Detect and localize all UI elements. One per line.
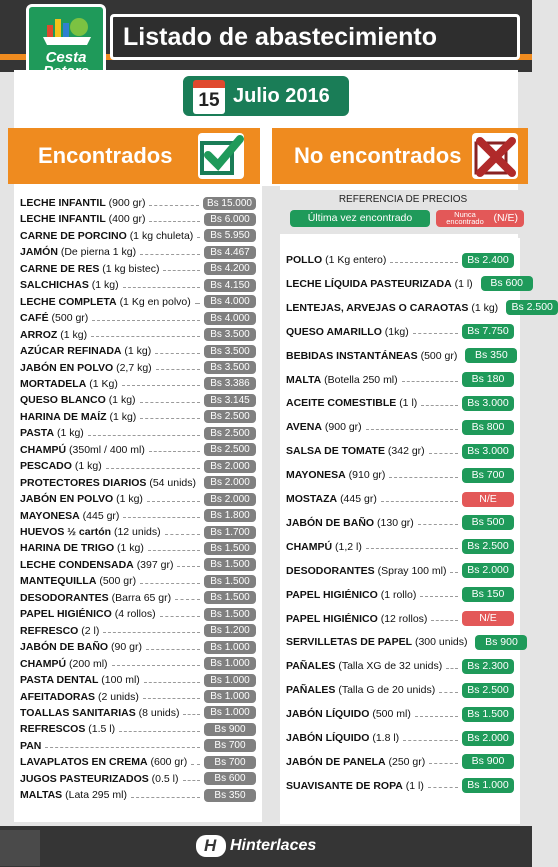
leader-dash bbox=[146, 649, 200, 650]
item-name: CHAMPÚ (350ml / 400 ml) bbox=[20, 443, 145, 456]
item-name: PAPEL HIGIÉNICO (12 rollos) bbox=[286, 612, 428, 625]
item-name: MOSTAZA (445 gr) bbox=[286, 493, 377, 505]
price-badge: Bs 900 bbox=[475, 635, 527, 650]
list-item bbox=[14, 475, 262, 491]
price-badge: Bs 1.800 bbox=[204, 509, 256, 522]
leader-dash bbox=[103, 632, 200, 633]
list-item bbox=[280, 465, 520, 485]
legend-never-found: Nunca encontrado (N/E) bbox=[436, 210, 524, 227]
date-badge bbox=[181, 74, 351, 118]
hinterlaces-logo-icon bbox=[196, 835, 226, 857]
leader-dash bbox=[429, 763, 458, 764]
price-badge: Bs 3.386 bbox=[204, 377, 256, 390]
price-badge: Bs 1.500 bbox=[204, 591, 256, 604]
leader-dash bbox=[149, 451, 200, 452]
price-badge: Bs 500 bbox=[462, 515, 514, 530]
price-badge: Bs 2.000 bbox=[204, 460, 256, 473]
price-badge: Bs 15.000 bbox=[203, 197, 256, 210]
reference-title: REFERENCIA DE PRECIOS bbox=[338, 194, 468, 205]
price-badge: Bs 3.500 bbox=[204, 361, 256, 374]
leader-dash bbox=[45, 747, 200, 748]
column-gap bbox=[262, 186, 280, 822]
leader-dash bbox=[88, 435, 200, 436]
item-name: MALTA (Botella 250 ml) bbox=[286, 373, 398, 386]
list-item bbox=[280, 393, 520, 413]
price-badge: Bs 2.500 bbox=[204, 410, 256, 423]
list-item bbox=[14, 508, 262, 524]
price-badge: Bs 1.000 bbox=[204, 706, 256, 719]
price-badge: Bs 1.500 bbox=[204, 608, 256, 621]
item-name: SALSA DE TOMATE (342 gr) bbox=[286, 445, 425, 458]
leader-dash bbox=[140, 402, 200, 403]
list-item bbox=[14, 409, 262, 425]
item-name: LECHE INFANTIL (900 gr) bbox=[20, 197, 146, 209]
price-badge: Bs 600 bbox=[481, 276, 533, 291]
price-badge: Bs 350 bbox=[465, 348, 517, 363]
leader-dash bbox=[402, 381, 458, 382]
leader-dash bbox=[403, 740, 458, 741]
leader-dash bbox=[197, 237, 200, 238]
item-name: JABÓN DE PANELA (250 gr) bbox=[286, 755, 426, 768]
item-name: JABÓN LÍQUIDO (500 ml) bbox=[286, 708, 411, 721]
item-name: AFEITADORAS (2 unids) bbox=[20, 690, 139, 703]
list-item bbox=[14, 442, 262, 458]
item-name: PAÑALES (Talla G de 20 unids) bbox=[286, 684, 436, 697]
leader-dash bbox=[389, 477, 458, 478]
item-name: CARNE DE RES (1 kg bistec) bbox=[20, 262, 160, 275]
list-item bbox=[280, 441, 520, 461]
item-name: QUESO AMARILLO (1kg) bbox=[286, 325, 409, 338]
price-badge: Bs 4.000 bbox=[204, 312, 256, 325]
item-name: DESODORANTES (Barra 65 gr) bbox=[20, 591, 172, 604]
item-name: LECHE INFANTIL (400 gr) bbox=[20, 213, 146, 226]
price-badge: Bs 1.500 bbox=[462, 707, 514, 722]
item-name: REFRESCO (2 l) bbox=[20, 624, 100, 637]
list-item bbox=[280, 776, 520, 796]
price-badge: Bs 3.000 bbox=[462, 396, 514, 411]
footer-brand: HHinterlaces bbox=[196, 832, 316, 860]
list-item bbox=[14, 261, 262, 277]
leader-dash bbox=[91, 336, 200, 337]
item-name: PROTECTORES DIARIOS (54 unids) bbox=[20, 476, 197, 489]
list-item bbox=[14, 606, 262, 622]
leader-dash bbox=[143, 698, 200, 699]
leader-dash bbox=[381, 501, 458, 502]
item-name: TOALLAS SANITARIAS (8 unids) bbox=[20, 706, 180, 719]
list-item bbox=[280, 346, 520, 366]
list-item bbox=[14, 277, 262, 293]
list-item bbox=[280, 656, 520, 676]
item-name: MAYONESA (910 gr) bbox=[286, 469, 386, 482]
list-item bbox=[14, 573, 262, 589]
price-badge: Bs 1.000 bbox=[204, 674, 256, 687]
list-item bbox=[280, 609, 520, 629]
item-name: POLLO (1 Kg entero) bbox=[286, 254, 387, 266]
list-item bbox=[280, 370, 520, 390]
leader-dash bbox=[175, 599, 200, 600]
leader-dash bbox=[144, 682, 200, 683]
price-badge: Bs 2.500 bbox=[462, 539, 514, 554]
leader-dash bbox=[413, 333, 458, 334]
item-name: JABÓN EN POLVO (2,7 kg) bbox=[20, 361, 152, 374]
list-item bbox=[280, 417, 520, 437]
leader-dash bbox=[446, 668, 458, 669]
price-badge: Bs 6.000 bbox=[204, 213, 256, 226]
item-name: JABÓN EN POLVO (1 kg) bbox=[20, 493, 143, 506]
price-badge: Bs 4.467 bbox=[204, 246, 256, 259]
list-item bbox=[14, 244, 262, 260]
price-badge: Bs 4.000 bbox=[204, 295, 256, 308]
item-name: JABÓN LÍQUIDO (1.8 l) bbox=[286, 732, 400, 744]
list-item bbox=[280, 489, 520, 509]
item-name: CHAMPÚ (1,2 l) bbox=[286, 540, 362, 553]
price-badge: Bs 1.500 bbox=[204, 542, 256, 555]
leader-dash bbox=[428, 787, 458, 788]
list-item bbox=[14, 787, 262, 803]
item-name: PASTA DENTAL (100 ml) bbox=[20, 674, 140, 687]
list-item bbox=[14, 310, 262, 326]
leader-dash bbox=[123, 517, 200, 518]
list-item bbox=[14, 294, 262, 310]
leader-dash bbox=[177, 566, 200, 567]
item-name: PAPEL HIGIÉNICO (1 rollo) bbox=[286, 588, 417, 601]
leader-dash bbox=[418, 524, 458, 525]
list-item bbox=[280, 274, 524, 294]
leader-dash bbox=[439, 692, 458, 693]
list-item bbox=[280, 322, 520, 342]
item-name: MALTAS (Lata 295 ml) bbox=[20, 789, 127, 802]
list-item bbox=[14, 639, 262, 655]
item-name: CAFÉ (500 gr) bbox=[20, 312, 89, 325]
item-name: AVENA (900 gr) bbox=[286, 421, 362, 434]
list-item bbox=[280, 585, 520, 605]
price-badge: Bs 1.500 bbox=[204, 558, 256, 571]
leader-dash bbox=[421, 405, 458, 406]
leader-dash bbox=[131, 797, 200, 798]
price-badge: Bs 1.000 bbox=[204, 690, 256, 703]
price-badge: Bs 2.500 bbox=[204, 443, 256, 456]
list-item bbox=[14, 228, 262, 244]
item-name: MANTEQUILLA (500 gr) bbox=[20, 575, 137, 588]
item-name: LAVAPLATOS EN CREMA (600 gr) bbox=[20, 756, 188, 769]
list-item bbox=[14, 623, 262, 639]
list-item bbox=[280, 728, 520, 748]
leader-dash bbox=[415, 716, 458, 717]
list-item bbox=[14, 672, 262, 688]
price-badge: Bs 2.000 bbox=[462, 563, 514, 578]
price-badge: Bs 3.145 bbox=[204, 394, 256, 407]
item-name: LENTEJAS, ARVEJAS O CARAOTAS (1 kg) bbox=[286, 301, 499, 314]
price-badge: Bs 150 bbox=[462, 587, 514, 602]
leader-dash bbox=[160, 616, 200, 617]
list-item bbox=[280, 561, 520, 581]
price-badge: Bs 350 bbox=[204, 789, 256, 802]
leader-dash bbox=[450, 572, 458, 573]
leader-dash bbox=[148, 550, 200, 551]
list-item bbox=[14, 327, 262, 343]
item-name: CHAMPÚ (200 ml) bbox=[20, 657, 108, 670]
leader-dash bbox=[183, 714, 200, 715]
list-item bbox=[280, 632, 520, 652]
list-item bbox=[14, 771, 262, 787]
price-badge: Bs 2.300 bbox=[462, 659, 514, 674]
found-title: Encontrados bbox=[38, 143, 173, 168]
leader-dash bbox=[155, 353, 200, 354]
item-name: CARNE DE PORCINO (1 kg chuleta) bbox=[20, 229, 194, 242]
list-item bbox=[14, 343, 262, 359]
item-name: QUESO BLANCO (1 kg) bbox=[20, 394, 136, 407]
list-item bbox=[280, 680, 520, 700]
item-name: SUAVISANTE DE ROPA (1 l) bbox=[286, 779, 424, 792]
item-name: JUGOS PASTEURIZADOS (0.5 l) bbox=[20, 772, 179, 785]
price-badge: Bs 1.000 bbox=[204, 657, 256, 670]
price-badge: Bs 2.500 bbox=[506, 300, 558, 315]
item-name: PAÑALES (Talla XG de 32 unids) bbox=[286, 660, 443, 673]
price-badge: Bs 2.500 bbox=[204, 427, 256, 440]
leader-dash bbox=[122, 385, 200, 386]
item-name: JAMÓN (De pierna 1 kg) bbox=[20, 246, 137, 259]
price-badge: Bs 1.000 bbox=[204, 641, 256, 654]
list-item bbox=[14, 360, 262, 376]
item-name: REFRESCOS (1.5 l) bbox=[20, 723, 116, 736]
item-name: JABÓN DE BAÑO (90 gr) bbox=[20, 641, 142, 654]
list-item bbox=[280, 250, 520, 270]
list-item bbox=[14, 211, 262, 227]
leader-dash bbox=[123, 287, 200, 288]
list-item bbox=[14, 738, 262, 754]
calendar-icon: 15 bbox=[193, 80, 225, 114]
item-name: HUEVOS ½ cartón (12 unids) bbox=[20, 526, 161, 538]
list-item bbox=[280, 704, 520, 724]
date-month-year: Julio 2016 bbox=[233, 85, 330, 107]
leader-dash bbox=[165, 534, 200, 535]
item-name: MORTADELA (1 Kg) bbox=[20, 377, 118, 390]
checkmark-icon bbox=[198, 133, 244, 179]
leader-dash bbox=[366, 548, 458, 549]
list-item bbox=[280, 537, 520, 557]
price-badge: Bs 1.700 bbox=[204, 526, 256, 539]
not-found-title: No encontrados bbox=[294, 143, 462, 168]
price-badge: Bs 1.000 bbox=[462, 778, 514, 793]
price-reference bbox=[280, 190, 526, 234]
price-badge: Bs 1.500 bbox=[204, 575, 256, 588]
price-badge: Bs 2.500 bbox=[462, 683, 514, 698]
list-item bbox=[14, 689, 262, 705]
price-badge: Bs 2.000 bbox=[204, 476, 256, 489]
price-badge: Bs 3.500 bbox=[204, 345, 256, 358]
leader-dash bbox=[163, 270, 200, 271]
leader-dash bbox=[112, 665, 200, 666]
price-badge: Bs 4.200 bbox=[204, 262, 256, 275]
price-badge: N/E bbox=[462, 492, 514, 507]
leader-dash bbox=[195, 303, 200, 304]
leader-dash bbox=[92, 320, 200, 321]
price-badge: Bs 4.150 bbox=[204, 279, 256, 292]
leader-dash bbox=[140, 583, 200, 584]
item-name: SERVILLETAS DE PAPEL (300 unids) bbox=[286, 636, 468, 649]
item-name: LECHE LÍQUIDA PASTEURIZADA (1 l) bbox=[286, 277, 473, 290]
leader-dash bbox=[429, 453, 458, 454]
item-name: ACEITE COMESTIBLE (1 l) bbox=[286, 397, 418, 410]
item-name: JABÓN DE BAÑO (130 gr) bbox=[286, 516, 414, 529]
item-name: BEBIDAS INSTANTÁNEAS (500 gr) bbox=[286, 349, 458, 362]
price-badge: Bs 7.750 bbox=[462, 324, 514, 339]
item-name: PAPEL HIGIÉNICO (4 rollos) bbox=[20, 608, 156, 621]
leader-dash bbox=[431, 620, 458, 621]
leader-dash bbox=[119, 731, 200, 732]
list-item bbox=[14, 590, 262, 606]
price-badge: Bs 700 bbox=[204, 739, 256, 752]
price-badge: Bs 700 bbox=[204, 756, 256, 769]
item-name: HARINA DE MAÍZ (1 kg) bbox=[20, 410, 137, 423]
list-item bbox=[280, 513, 520, 533]
item-name: ARROZ (1 kg) bbox=[20, 328, 88, 341]
not-found-header bbox=[272, 128, 528, 184]
leader-dash bbox=[191, 764, 200, 765]
item-name: LECHE COMPLETA (1 Kg en polvo) bbox=[20, 295, 191, 308]
leader-dash bbox=[149, 205, 199, 206]
leader-dash bbox=[140, 254, 200, 255]
leader-dash bbox=[140, 418, 200, 419]
footer bbox=[0, 826, 532, 867]
price-badge: Bs 3.500 bbox=[204, 328, 256, 341]
list-item bbox=[14, 195, 262, 211]
leader-dash bbox=[106, 468, 200, 469]
list-item bbox=[14, 524, 262, 540]
item-name: AZÚCAR REFINADA (1 kg) bbox=[20, 345, 152, 358]
leader-dash bbox=[183, 780, 200, 781]
list-item bbox=[14, 376, 262, 392]
item-name: DESODORANTES (Spray 100 ml) bbox=[286, 564, 447, 577]
item-name: LECHE CONDENSADA (397 gr) bbox=[20, 558, 174, 571]
price-badge: Bs 800 bbox=[462, 420, 514, 435]
list-item bbox=[14, 721, 262, 737]
footer-corner-logo bbox=[0, 830, 40, 866]
price-badge: Bs 5.950 bbox=[204, 229, 256, 242]
list-item bbox=[280, 298, 553, 318]
list-item bbox=[14, 458, 262, 474]
list-item bbox=[14, 754, 262, 770]
leader-dash bbox=[366, 429, 458, 430]
leader-dash bbox=[147, 501, 200, 502]
legend-last-found: Última vez encontrado bbox=[290, 210, 430, 227]
leader-dash bbox=[156, 369, 200, 370]
price-badge: Bs 3.000 bbox=[462, 444, 514, 459]
price-badge: Bs 900 bbox=[462, 754, 514, 769]
list-item bbox=[14, 705, 262, 721]
found-header bbox=[8, 128, 260, 184]
price-badge: Bs 2.000 bbox=[204, 493, 256, 506]
price-badge: Bs 2.000 bbox=[462, 731, 514, 746]
leader-dash bbox=[390, 262, 458, 263]
list-item bbox=[14, 557, 262, 573]
price-badge: Bs 2.400 bbox=[462, 253, 514, 268]
basket-icon bbox=[43, 15, 91, 45]
page-title: Listado de abastecimiento bbox=[110, 14, 520, 60]
item-name: MAYONESA (445 gr) bbox=[20, 509, 120, 522]
price-badge: Bs 600 bbox=[204, 772, 256, 785]
list-item bbox=[14, 656, 262, 672]
price-badge: Bs 1.200 bbox=[204, 624, 256, 637]
list-item bbox=[14, 392, 262, 408]
list-item bbox=[14, 425, 262, 441]
price-badge: Bs 900 bbox=[204, 723, 256, 736]
cross-icon bbox=[472, 133, 518, 179]
price-badge: Bs 180 bbox=[462, 372, 514, 387]
price-badge: N/E bbox=[462, 611, 514, 626]
leader-dash bbox=[420, 596, 458, 597]
price-badge: Bs 700 bbox=[462, 468, 514, 483]
list-item bbox=[14, 491, 262, 507]
leader-dash bbox=[149, 221, 200, 222]
list-item bbox=[280, 752, 520, 772]
list-item bbox=[14, 540, 262, 556]
item-name: PAN bbox=[20, 739, 42, 752]
item-name: PASTA (1 kg) bbox=[20, 427, 84, 440]
item-name: PESCADO (1 kg) bbox=[20, 460, 102, 473]
item-name: SALCHICHAS (1 kg) bbox=[20, 279, 119, 292]
item-name: HARINA DE TRIGO (1 kg) bbox=[20, 542, 144, 555]
logo-text: Cesta bbox=[45, 49, 87, 66]
